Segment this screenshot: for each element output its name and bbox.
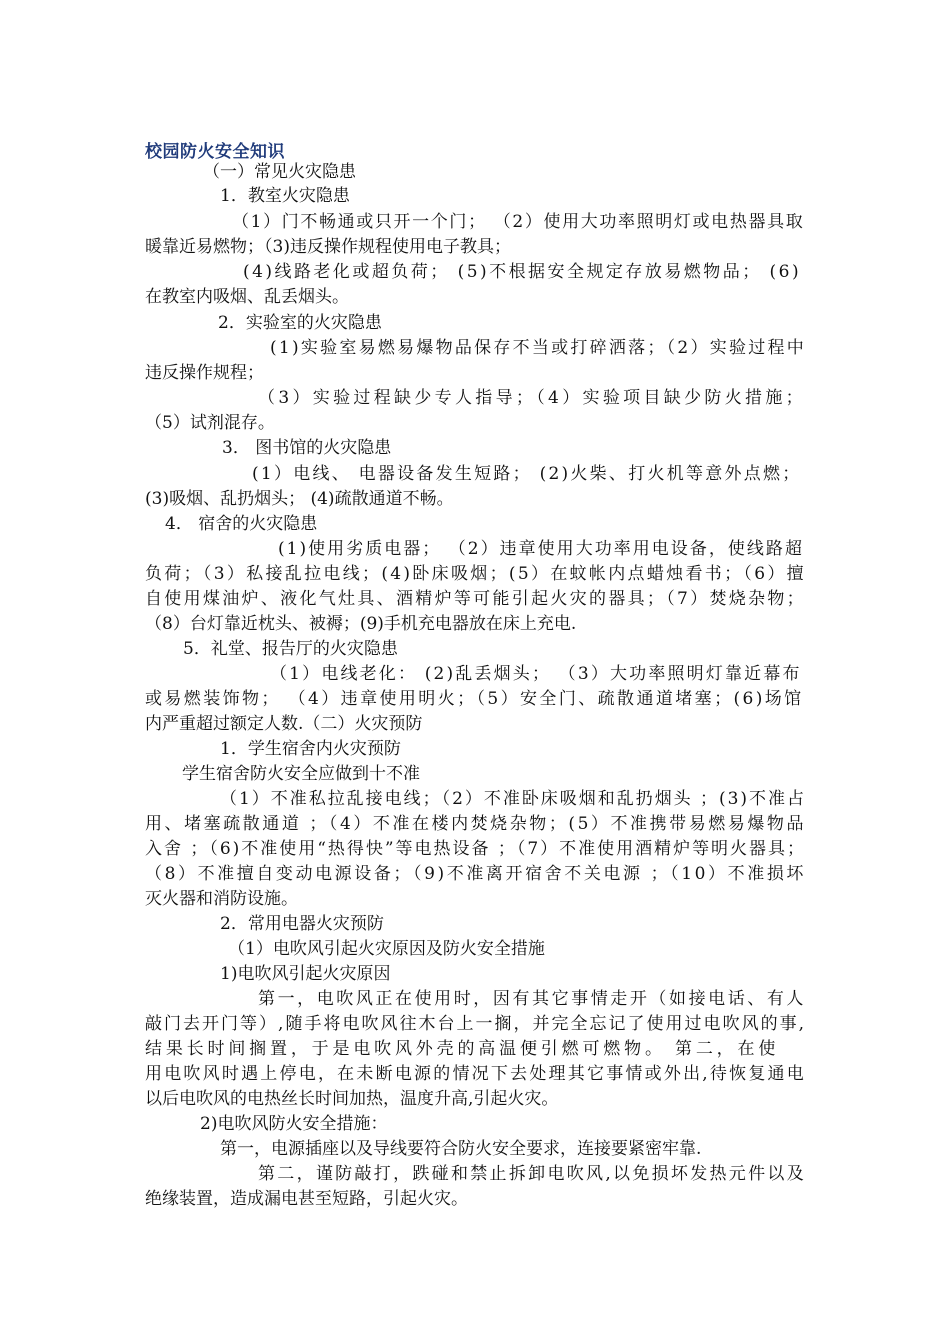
- text-line: 用电吹风时遇上停电，在未断电源的情况下去处理其它事情或外出,待恢复通电: [145, 1064, 806, 1084]
- text-line: 1)电吹风引起火灾原因: [220, 964, 391, 984]
- text-line: 以后电吹风的电热丝长时间加热，温度升高,引起火灾。: [145, 1089, 559, 1109]
- text-line: 4． 宿舍的火灾隐患: [165, 514, 318, 534]
- text-line: （1）门不畅通或只开一个门； （2）使用大功率照明灯或电热器具取: [232, 212, 805, 232]
- text-line: 绝缘装置，造成漏电甚至短路，引起火灾。: [145, 1189, 468, 1209]
- text-line: （1）不准私拉乱接电线；（2）不准卧床吸烟和乱扔烟头 ；(3)不准占: [220, 789, 806, 809]
- text-line: （5）试剂混存。: [145, 413, 275, 433]
- text-line: 2．实验室的火灾隐患: [218, 313, 382, 333]
- text-line: 或易燃装饰物； （4）违章使用明火；（5）安全门、疏散通道堵塞；(6)场馆: [145, 689, 804, 709]
- text-line: 学生宿舍防火安全应做到十不准: [182, 764, 420, 784]
- text-line: (1)使用劣质电器； （2）违章使用大功率用电设备，使线路超: [278, 539, 804, 559]
- text-line: 2)电吹风防火安全措施：: [200, 1114, 388, 1134]
- text-line: 5．礼堂、报告厅的火灾隐患: [183, 639, 398, 659]
- text-line: 第二，谨防敲打，跌碰和禁止拆卸电吹风,以免损坏发热元件以及: [258, 1164, 806, 1184]
- text-line: 自使用煤油炉、液化气灶具、酒精炉等可能引起火灾的器具；（7）焚烧杂物；: [145, 589, 806, 609]
- page-title: 校园防火安全知识: [145, 142, 285, 162]
- text-line: (3)吸烟、乱扔烟头； (4)疏散通道不畅。: [145, 489, 454, 509]
- text-line: 3． 图书馆的火灾隐患: [222, 438, 392, 458]
- text-line: （一）常见火灾隐患: [203, 162, 356, 182]
- text-line: （3）实验过程缺少专人指导；（4）实验项目缺少防火措施；: [258, 388, 806, 408]
- text-line: 灭火器和消防设施。: [145, 889, 298, 909]
- text-line: 第一，电源插座以及导线要符合防火安全要求，连接要紧密牢靠.: [220, 1139, 702, 1159]
- text-line: 2．常用电器火灾预防: [220, 914, 384, 934]
- text-line: 负荷；（3）私接乱拉电线；(4)卧床吸烟；(5）在蚊帐内点蜡烛看书；（6）擅: [145, 564, 806, 584]
- text-line: (1)实验室易燃易爆物品保存不当或打碎洒落；（2）实验过程中: [270, 338, 806, 358]
- text-line: 违反操作规程；: [145, 363, 264, 383]
- text-line: 在教室内吸烟、乱丢烟头。: [145, 287, 349, 307]
- text-line: 第一，电吹风正在使用时，因有其它事情走开（如接电话、有人: [258, 989, 806, 1009]
- text-line: （1）电吹风引起火灾原因及防火安全措施: [228, 939, 545, 959]
- text-line: 1．学生宿舍内火灾预防: [220, 739, 401, 759]
- text-line: 暖靠近易燃物；（3)违反操作规程使用电子教具；: [145, 237, 511, 257]
- text-line: 1．教室火灾隐患: [220, 186, 350, 206]
- text-line: （8）台灯靠近枕头、被褥；(9)手机充电器放在床上充电.: [145, 614, 577, 634]
- text-line: 内严重超过额定人数.（二）火灾预防: [145, 714, 423, 734]
- text-line: 用、堵塞疏散通道 ；（4）不准在楼内焚烧杂物；(5）不准携带易燃易爆物品: [145, 814, 806, 834]
- text-line: 敲门去开门等）,随手将电吹风往木台上一搁，并完全忘记了使用过电吹风的事,: [145, 1014, 806, 1034]
- text-line: 结果长时间搁置，于是电吹风外壳的高温便引燃可燃物。 第二，在使: [145, 1039, 780, 1059]
- text-line: （8）不准擅自变动电源设备；（9)不准离开宿舍不关电源 ；（10）不准损坏: [145, 864, 806, 884]
- text-line: (4)线路老化或超负荷； (5)不根据安全规定存放易燃物品； (6): [243, 262, 802, 282]
- text-line: (1）电线、 电器设备发生短路； (2)火柴、打火机等意外点燃；: [252, 464, 802, 484]
- text-line: （1）电线老化： (2)乱丢烟头； （3）大功率照明灯靠近幕布: [270, 664, 802, 684]
- text-line: 入舍 ；（6)不准使用“热得快”等电热设备 ；（7）不准使用酒精炉等明火器具；: [145, 839, 806, 859]
